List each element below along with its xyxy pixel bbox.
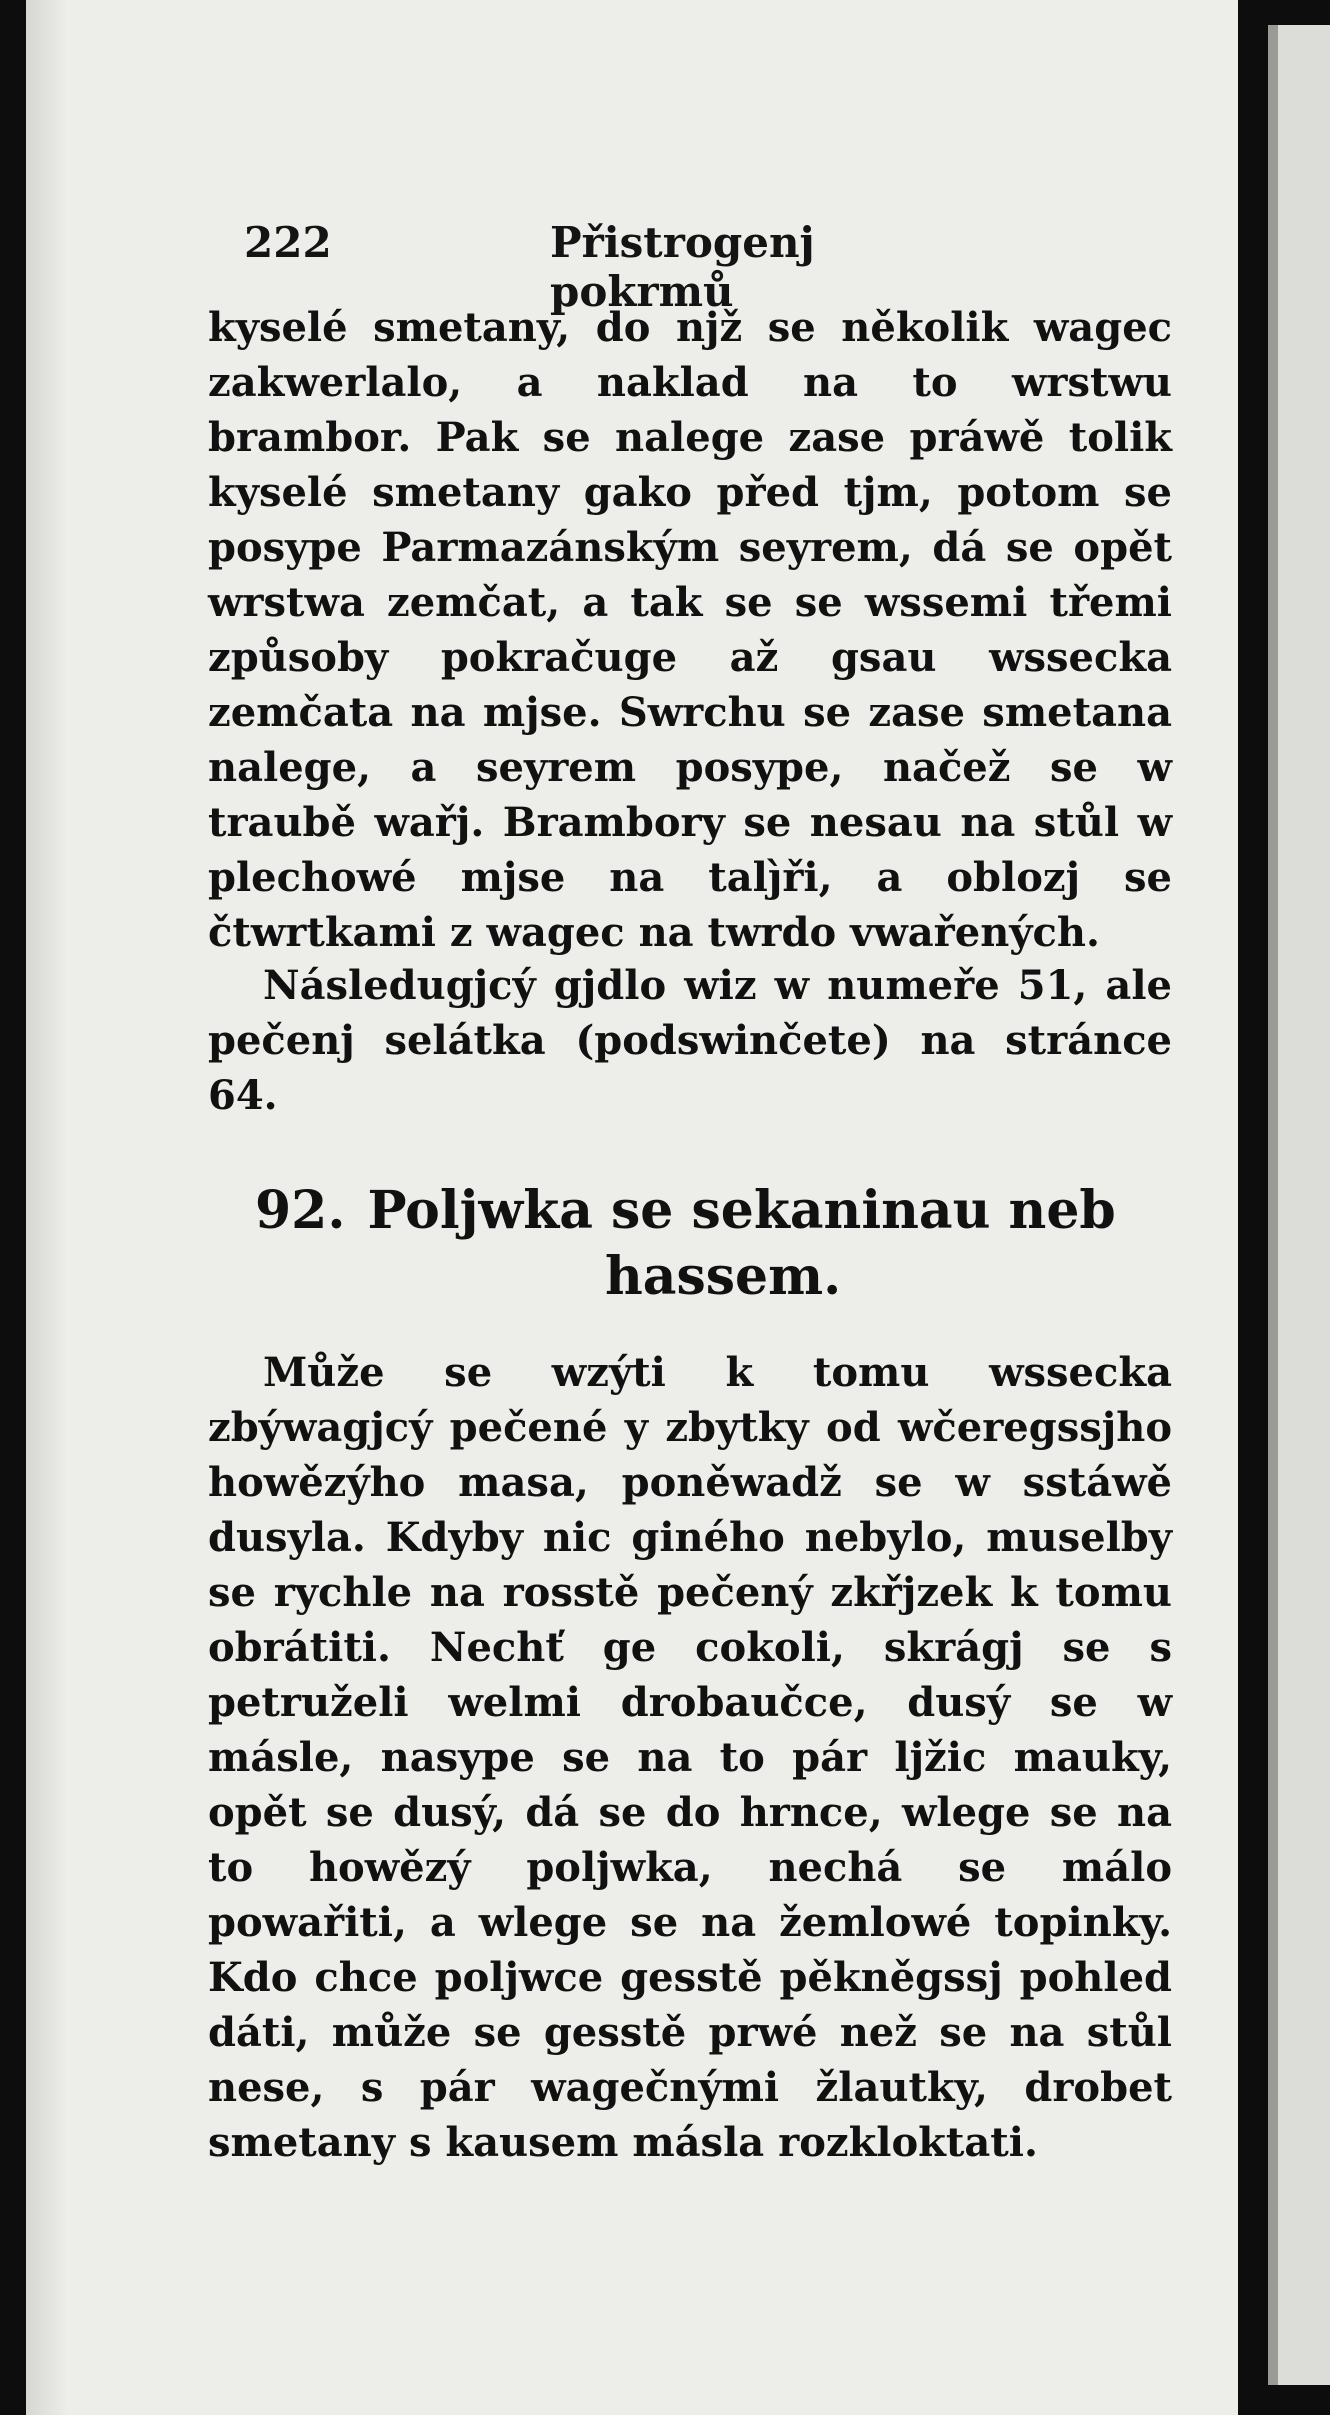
running-title: Přistrogenj pokrmů	[550, 218, 815, 316]
page-number: 222	[244, 218, 332, 267]
facing-page-edge	[1268, 25, 1330, 2385]
cross-reference-text: Následugjcý gjdlo wiz w numeře 51, ale pečenj selátka (podswinčete) na stránce 64.	[208, 962, 1172, 1119]
section-title-line-2: hassem.	[605, 1246, 842, 1307]
body-paragraph-cross-reference	[208, 958, 1172, 1128]
section-heading	[255, 1178, 1155, 1310]
section-body-paragraph	[208, 1345, 1172, 2166]
section-body-text: Může se wzýti k tomu wssecka zbýwagjcý pečené y zbytky od wčeregssjho howězýho masa, poněwadž se w sstáwě dusyla. Kdyby nic giného nebylo, muselby se rychle na rosstě pečený zkřjzek k tomu obrátiti. Nechť ge cokoli, skrágj se s petruželi welmi drobaučce, dusý se w másle, nasype se na to pár ljžic mauky, opět se dusý, dá se do hrnce, wlege se na to howězý poljwka, nechá se málo powařiti, a wlege se na žemlowé topinky. Kdo chce poljwce gesstě pěkněgssj pohled dáti, může se gesstě prwé než se na stůl nese, s pár wagečnými žlautky, drobet smetany s kausem másla rozkloktati.	[208, 1349, 1172, 2166]
page-header	[244, 218, 924, 316]
section-title-line-1: Poljwka se sekaninau neb	[367, 1180, 1116, 1241]
body-paragraph-continued: kyselé smetany, do njž se několik wagec zakwerlalo, a naklad na to wrstwu brambor. Pak se nalege zase práwě tolik kyselé smetany gako před tjm, potom se posype Parmazánským seyrem, dá se opět wrstwa zemčat, a tak se se wssemi třemi způsoby pokračuge až gsau wssecka zemčata na mjse. Swrchu se zase smetana nalege, a seyrem posype, načež se w traubě wařj. Brambory se nesau na stůl w plechowé mjse na talj̀ři, a oblozj se čtwrtkami z wagec na twrdo vwařených.	[208, 304, 1172, 956]
section-number: 92.	[255, 1180, 346, 1241]
